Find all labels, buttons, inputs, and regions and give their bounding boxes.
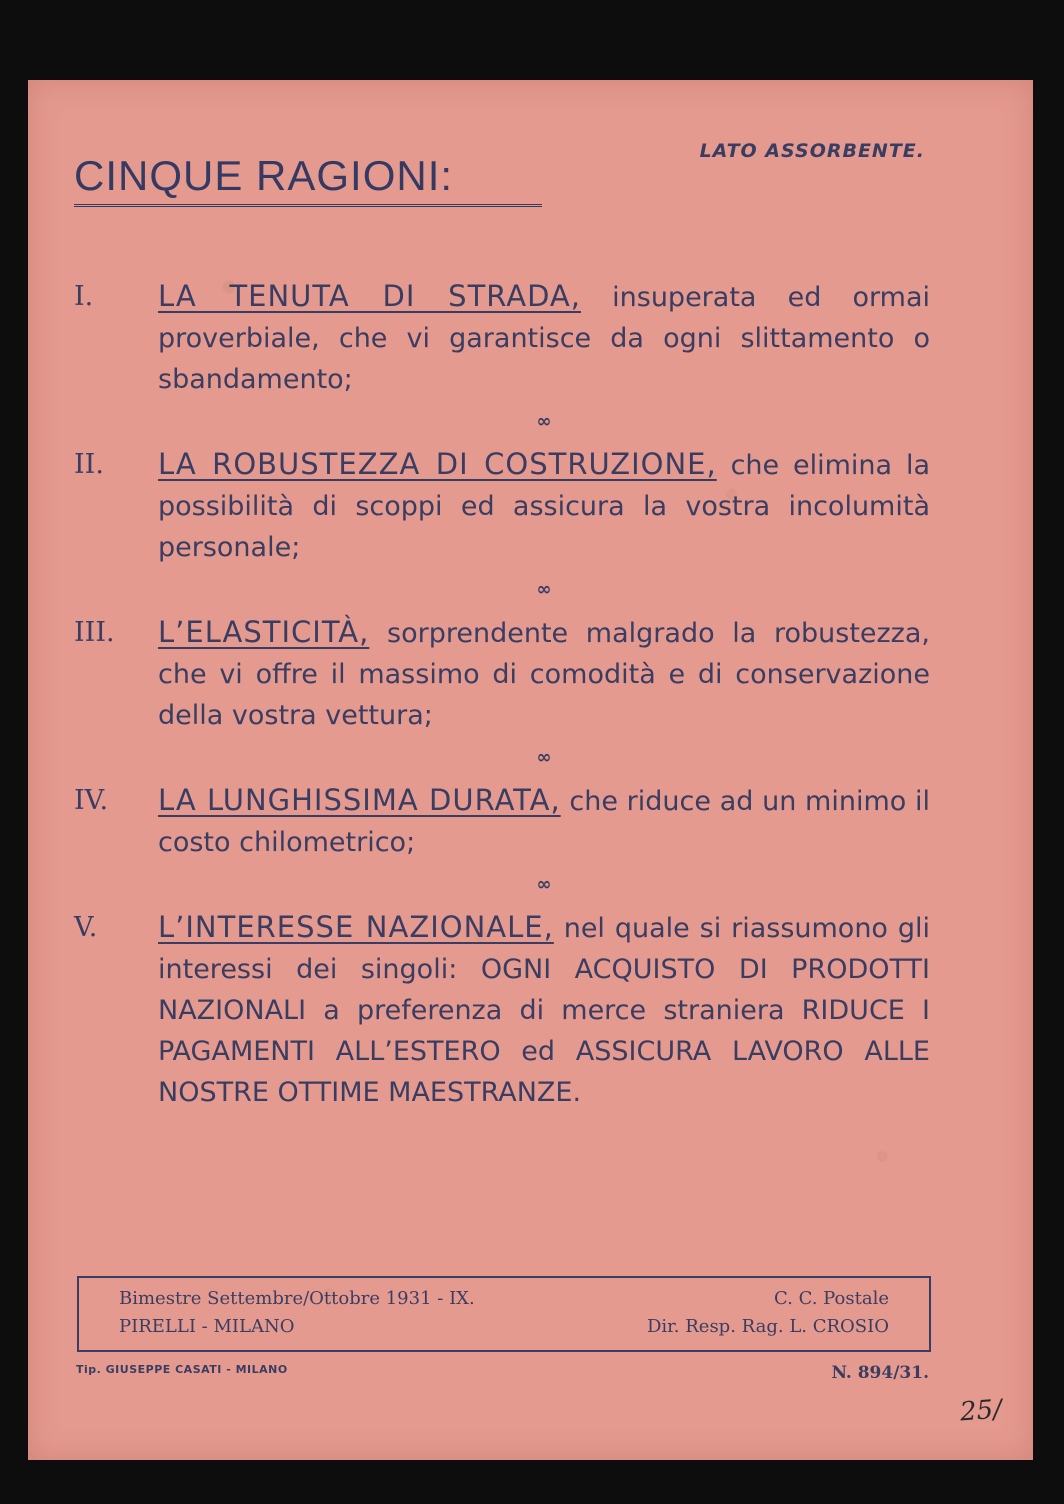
lato-assorbente-label: LATO ASSORBENTE. <box>699 140 925 162</box>
reason-item-4 <box>74 780 930 863</box>
reason-text <box>158 444 930 568</box>
reason-body: nel quale si riassumono gli interessi dei singoli: OGNI ACQUISTO DI PRODOTTI NAZIONALI a preferenza di merce straniera RIDUCE I PAGAMENTI ALL’ESTERO ed ASSICURA LAVORO ALLE NOSTRE OTTIME MAESTRANZE. <box>158 913 930 1108</box>
reason-body: che riduce ad un minimo il costo chilometrico; <box>158 786 930 858</box>
printer-credit: Tip. GIUSEPPE CASATI - MILANO <box>76 1363 288 1376</box>
reason-text <box>158 907 930 1113</box>
reason-heading: LA ROBUSTEZZA DI COSTRUZIONE, <box>158 447 717 481</box>
reason-heading: L’ELASTICITÀ, <box>158 615 370 649</box>
info-row <box>119 1316 889 1337</box>
reason-text <box>158 780 930 863</box>
info-row <box>119 1288 889 1309</box>
reason-item-2 <box>74 444 930 568</box>
reason-body: che elimina la possibilità di scoppi ed assicura la vostra incolumità personale; <box>158 450 931 563</box>
reason-text <box>158 612 930 736</box>
reason-text <box>158 276 930 400</box>
reason-number: II. <box>74 449 104 480</box>
reason-number: III. <box>74 617 115 648</box>
pink-card <box>28 80 1033 1460</box>
infinity-separator-icon: ∞ <box>536 874 552 895</box>
infinity-separator-icon: ∞ <box>536 411 552 432</box>
infinity-separator-icon: ∞ <box>536 579 552 600</box>
reason-body: insuperata ed ormai proverbiale, che vi garantisce da ogni slittamento o sbandamento; <box>158 282 930 395</box>
reasons-list <box>74 276 930 1113</box>
postale-text: C. C. Postale <box>774 1288 889 1309</box>
reason-number: V. <box>74 912 98 943</box>
infinity-separator-icon: ∞ <box>536 747 552 768</box>
direttore-text: Dir. Resp. Rag. L. CROSIO <box>646 1316 889 1337</box>
reason-number: I. <box>74 281 94 312</box>
reason-heading: LA LUNGHISSIMA DURATA, <box>158 783 561 817</box>
reference-number: N. 894/31. <box>831 1363 929 1383</box>
reason-number: IV. <box>74 785 109 816</box>
reason-item-5 <box>74 907 930 1113</box>
reason-item-1 <box>74 276 930 400</box>
reason-body: sorprendente malgrado la robustezza, che vi offre il massimo di comodità e di conservazione della vostra vettura; <box>158 618 930 731</box>
handwritten-note: 25/ <box>959 1394 1003 1428</box>
reason-item-3 <box>74 612 930 736</box>
page-title: CINQUE RAGIONI: <box>74 154 542 207</box>
reason-heading: L’INTERESSE NAZIONALE, <box>158 910 554 944</box>
reason-heading: LA TENUTA DI STRADA, <box>158 279 581 313</box>
publication-info-box <box>77 1276 931 1352</box>
publisher-text: PIRELLI - MILANO <box>119 1316 295 1337</box>
bimestre-text: Bimestre Settembre/Ottobre 1931 - IX. <box>119 1288 475 1309</box>
